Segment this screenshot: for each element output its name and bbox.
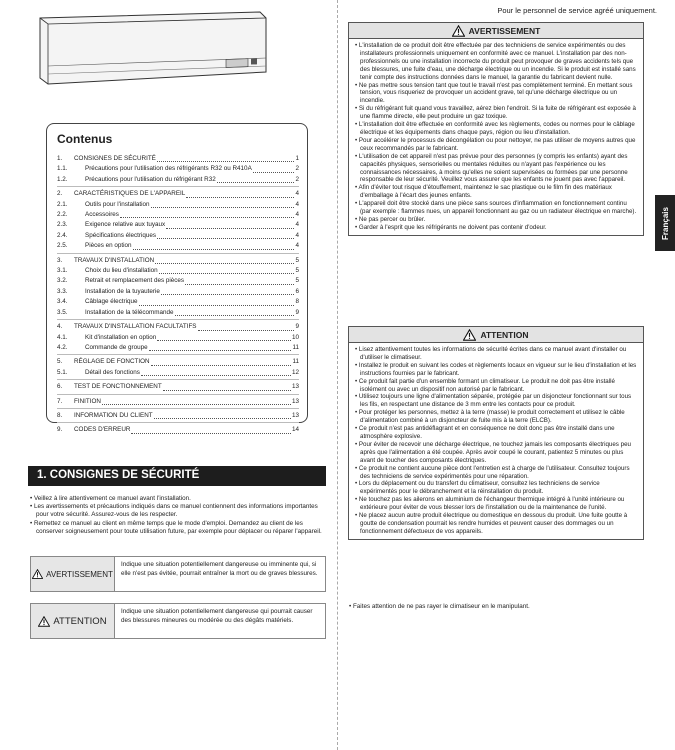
- list-item: • Ce produit ne contient aucune pièce dont l'entretien est à charge de l'utilisateur. Consultez toujours des techniciens de service expérimentés pour une réparation.: [355, 464, 630, 480]
- toc-leader: [139, 305, 295, 306]
- toc-entry: [57, 276, 299, 286]
- toc-entry-page: 2: [295, 165, 299, 173]
- toc-leader: [133, 249, 295, 250]
- toc-leader: [198, 330, 295, 331]
- language-tab: [655, 195, 675, 251]
- toc-entry-label: Installation de la tuyauterie: [85, 287, 160, 295]
- intro-list: [30, 495, 326, 536]
- signal-tag-label: ATTENTION: [53, 615, 107, 627]
- toc-list: [57, 154, 299, 436]
- toc-entry-number: 7.: [57, 397, 63, 405]
- toc-entry-number: 3.2.: [57, 277, 68, 285]
- table-of-contents: [46, 123, 308, 434]
- signal-description: Indique une situation potentiellement dangereuse qui pourrait causer des blessures mineures ou modérée ou des dégâts matériels.: [121, 608, 313, 624]
- warning-box: [348, 22, 644, 236]
- toc-separator: [57, 319, 299, 320]
- toc-entry-page: 9: [295, 323, 299, 331]
- toc-entry-page: 13: [291, 383, 299, 391]
- toc-entry-label: Pièces en option: [85, 242, 132, 250]
- toc-entry-number: 3.3.: [57, 287, 68, 295]
- toc-entry-label: Accessoires: [85, 211, 119, 219]
- toc-entry-label: INFORMATION DU CLIENT: [74, 411, 153, 419]
- toc-entry: [57, 200, 299, 210]
- toc-entry: [57, 357, 299, 367]
- toc-leader: [157, 340, 291, 341]
- toc-entry-number: 1.2.: [57, 175, 68, 183]
- warning-triangle-icon: [452, 25, 465, 37]
- toc-entry-number: 4.2.: [57, 343, 68, 351]
- toc-entry-page: 4: [295, 221, 299, 229]
- toc-separator: [57, 354, 299, 355]
- toc-entry-page: 4: [295, 200, 299, 208]
- toc-entry-number: 8.: [57, 411, 63, 419]
- list-item: • Remettez ce manuel au client en même temps que le mode d'emploi. Demandez au client de les conserver soigneusement pour toute utilisation future, par exemple pour déplacer ou réparer l'appareil.: [30, 519, 322, 535]
- toc-entry-number: 1.1.: [57, 165, 68, 173]
- toc-entry: [57, 368, 299, 378]
- toc-leader: [102, 404, 291, 405]
- toc-entry: [57, 343, 299, 353]
- signal-warning: [30, 556, 326, 592]
- list-item: • Ce produit n'est pas antidéflagrant et en conséquence ne doit donc pas être installé dans une atmosphère explosive.: [355, 425, 615, 440]
- air-conditioner-illustration: [38, 8, 268, 86]
- signal-tag-label: AVERTISSEMENT: [46, 569, 113, 579]
- toc-entry: [57, 231, 299, 241]
- toc-entry-label: Précautions pour l'utilisation des réfrigérants R32 ou R410A: [85, 165, 252, 173]
- list-item: • L'utilisation de cet appareil n'est pas prévue pour des personnes (y compris les enfants) ayant des capacités physiques, sensorielles ou mentales réduites ou n'ayant pas l'expérience ou les connaissances nécessaires, à moins qu'elles ne soient supervisées ou formées par une personne responsable de leur sécurité. Veuillez vous assurer que les enfants ne jouent pas avec l'appareil.: [355, 152, 628, 184]
- warning-triangle-icon: [463, 329, 476, 341]
- list-item: • Pour accélérer le processus de décongélation ou pour nettoyer, ne pas utiliser de moyens autres que ceux recommandés par le fabricant.: [355, 136, 636, 152]
- toc-entry-page: 12: [291, 368, 299, 376]
- toc-entry-number: 2.4.: [57, 231, 68, 239]
- toc-entry-number: 2.2.: [57, 211, 68, 219]
- toc-leader: [217, 182, 295, 183]
- list-item: • Lisez attentivement toutes les informations de sécurité écrites dans ce manuel avant d'installer ou d'utiliser le climatiseur.: [355, 346, 627, 361]
- toc-entry-number: 2.1.: [57, 200, 68, 208]
- toc-entry-page: 8: [295, 298, 299, 306]
- toc-separator: [57, 379, 299, 380]
- toc-separator: [57, 186, 299, 187]
- toc-entry-page: 4: [295, 231, 299, 239]
- list-item: • Afin d'éviter tout risque d'étouffement, maintenez le sac plastique ou le film fin des matériaux d'emballage à l'écart des jeunes enfants.: [355, 184, 612, 200]
- toc-entry: [57, 256, 299, 266]
- toc-entry-page: 5: [295, 267, 299, 275]
- list-item: • Utilisez toujours une ligne d'alimentation séparée, protégée par un disjoncteur fonctionnant sur tous les fils, en respectant une distance de 3 mm entre les contacts pour ce produit.: [355, 393, 632, 409]
- list-item: • Ne placez aucun autre produit électrique ou domestique en dessous du produit. Une fuite goutte à goutte de condensation pourrait les rendre humides et peuvent causer des dommages ou un fonctionnement défectueux de vos appareils.: [355, 512, 628, 535]
- toc-entry-number: 5.: [57, 358, 63, 366]
- toc-leader: [151, 365, 292, 366]
- toc-entry: [57, 333, 299, 343]
- list-item: • Lors du déplacement ou du transfert du climatiseur, consultez les techniciens de service expérimentés pour le débranchement et la réinstallation du produit.: [355, 480, 600, 496]
- toc-entry: [57, 425, 299, 435]
- list-item: • Si du réfrigérant fuit quand vous travaillez, aérez bien l'endroit. Si la fuite de réfrigérant est exposée à une flamme directe, elle peut produire un gaz toxique.: [355, 105, 636, 121]
- toc-leader: [163, 390, 291, 391]
- list-item: • Pour protéger les personnes, mettez à la terre (masse) le produit correctement et utilisez le câble d'alimentation combiné à un disjoncteur de fuite mis à la terre (ELCB).: [355, 409, 625, 425]
- list-item: • Ne pas percer ou brûler.: [355, 215, 426, 223]
- toc-entry-number: 1.: [57, 155, 63, 162]
- toc-separator: [57, 394, 299, 395]
- signal-description: Indique une situation potentiellement dangereuse ou imminente qui, si elle n'est pas évitée, pourrait entraîner la mort ou de graves blessures.: [121, 561, 318, 577]
- caution-list: [349, 343, 643, 539]
- toc-entry-label: CODES D'ERREUR: [74, 426, 131, 434]
- toc-entry-number: 3.1.: [57, 267, 68, 275]
- caution-box-title: ATTENTION: [480, 329, 529, 340]
- toc-entry-label: Détail des fonctions: [85, 368, 140, 376]
- list-item: • Les avertissements et précautions indiqués dans ce manuel contiennent des informations importantes pour votre sécurité. Assurez-vous de les respecter.: [30, 503, 318, 519]
- warning-box-header: [349, 23, 643, 39]
- caution-box: [348, 326, 644, 540]
- toc-entry-label: Spécifications électriques: [85, 231, 157, 239]
- toc-entry-label: Outils pour l'installation: [85, 200, 150, 208]
- toc-entry-label: CONSIGNES DE SÉCURITÉ: [74, 155, 156, 162]
- toc-entry: [57, 382, 299, 392]
- list-item: • Ne touchez pas les ailerons en aluminium de l'échangeur thermique intégré à l'unité intérieure ou extérieure pour éviter de vous blesser lors de l'installation ou de la maintenance de l'unité.: [355, 496, 625, 512]
- warning-list: [349, 39, 643, 235]
- toc-entry-page: 4: [295, 190, 299, 198]
- toc-entry-label: Précautions pour l'utilisation du réfrigérant R32: [85, 175, 216, 183]
- toc-entry-page: 4: [295, 242, 299, 250]
- toc-entry: [57, 189, 299, 199]
- toc-entry-label: Câblage électrique: [85, 298, 138, 306]
- toc-entry-page: 2: [295, 175, 299, 183]
- toc-entry-label: Choix du lieu d'installation: [85, 267, 158, 275]
- toc-separator: [57, 422, 299, 423]
- signal-tag: [31, 604, 115, 638]
- toc-title: Contenus: [57, 132, 113, 146]
- toc-leader: [151, 207, 295, 208]
- toc-entry: [57, 241, 299, 251]
- list-item: • Installez le produit en suivant les codes et règlements locaux en vigueur sur le lieu d'installation et les instructions fournies par le fabricant.: [355, 361, 637, 377]
- header-note: Pour le personnel de service agréé uniquement.: [497, 6, 657, 15]
- toc-entry: [57, 308, 299, 318]
- warning-triangle-icon: [38, 616, 50, 627]
- toc-entry-page: 6: [295, 287, 299, 295]
- toc-entry-page: 5: [295, 277, 299, 285]
- toc-entry: [57, 210, 299, 220]
- list-item: • L'installation de ce produit doit être effectuée par des techniciens de service expérimentés ou des installateurs professionnels uniquement en conformité avec ce manuel. L'installation par des non-professionnels ou une installation incorrecte du produit peut provoquer de graves accidents tels que des blessures, une fuite d'eau, une décharge électrique ou un incendie. Si le produit est installé sans tenir compte des instructions données dans le manuel, la garantie du fabricant devient nulle.: [355, 42, 636, 81]
- toc-entry: [57, 175, 299, 185]
- caution-box-header: [349, 327, 643, 343]
- toc-separator: [57, 253, 299, 254]
- toc-entry-number: 3.4.: [57, 298, 68, 306]
- list-item: • Ne pas mettre sous tension tant que tout le travail n'est pas complètement terminé. En mettant sous tension, vous risqueriez de provoquer un accident grave, tel qu'une décharge électrique ou un incendie.: [355, 81, 633, 105]
- toc-leader: [149, 350, 292, 351]
- toc-entry-number: 2.5.: [57, 242, 68, 250]
- toc-leader: [141, 375, 291, 376]
- list-item: • L'appareil doit être stocké dans une pièce sans sources d'inflammation en fonctionnement continu (par exemple : flammes nues, un appareil fonctionnant au gaz ou un radiateur électrique en marche).: [355, 200, 637, 216]
- toc-entry-page: 10: [291, 333, 299, 341]
- toc-leader: [120, 217, 295, 218]
- toc-entry-number: 5.1.: [57, 368, 68, 376]
- toc-entry-page: 11: [292, 358, 299, 366]
- toc-entry-label: Exigence relative aux tuyaux: [85, 221, 166, 229]
- list-item: • Ce produit fait partie d'un ensemble formant un climatiseur. Le produit ne doit pas être installé isolément ou avec un dispositif non autorisé par le fabricant.: [355, 377, 615, 393]
- toc-entry: [57, 220, 299, 230]
- list-item: • Veillez à lire attentivement ce manuel avant l'installation.: [30, 495, 191, 502]
- toc-entry-label: TRAVAUX D'INSTALLATION: [74, 256, 155, 264]
- toc-entry-number: 4.1.: [57, 333, 68, 341]
- toc-entry: [57, 164, 299, 174]
- toc-entry-label: Kit d'installation en option: [85, 333, 157, 341]
- toc-entry-label: TEST DE FONCTIONNEMENT: [74, 383, 162, 391]
- toc-entry-label: TRAVAUX D'INSTALLATION FACULTATIFS: [74, 323, 197, 331]
- signal-caution: [30, 603, 326, 639]
- toc-leader: [154, 418, 291, 419]
- section-heading: 1. CONSIGNES DE SÉCURITÉ: [28, 466, 326, 486]
- toc-entry: [57, 322, 299, 332]
- toc-entry-label: RÉGLAGE DE FONCTION: [74, 358, 150, 366]
- toc-leader: [186, 197, 294, 198]
- toc-entry-number: 3.5.: [57, 308, 68, 316]
- toc-entry-number: 9.: [57, 426, 63, 434]
- toc-separator: [57, 408, 299, 409]
- language-tab-label: Français: [660, 206, 670, 240]
- toc-leader: [161, 294, 295, 295]
- signal-tag: [31, 557, 115, 591]
- toc-entry-label: Installation de la télécommande: [85, 308, 174, 316]
- toc-entry-label: Commande de groupe: [85, 343, 148, 351]
- toc-entry-label: FINITION: [74, 397, 101, 405]
- toc-entry-page: 4: [295, 211, 299, 219]
- list-item: • L'installation doit être effectuée en conformité avec les règlements, codes ou normes pour le câblage électrique et les équipements dans chaque pays, région ou lieu d'installation.: [355, 121, 635, 136]
- column-divider: [337, 0, 338, 750]
- toc-entry: [57, 287, 299, 297]
- toc-entry-page: 11: [292, 343, 299, 351]
- toc-entry-page: 1: [295, 155, 299, 162]
- toc-entry-page: 5: [295, 256, 299, 264]
- warning-box-title: AVERTISSEMENT: [468, 25, 541, 36]
- toc-leader: [131, 433, 291, 434]
- toc-entry: [57, 411, 299, 421]
- toc-entry: [57, 154, 299, 164]
- toc-entry-page: 13: [291, 411, 299, 419]
- toc-entry-number: 4.: [57, 323, 63, 331]
- toc-leader: [185, 284, 294, 285]
- final-note: • Faites attention de ne pas rayer le climatiseur en le manipulant.: [349, 603, 530, 610]
- toc-entry-number: 2.3.: [57, 221, 68, 229]
- toc-leader: [157, 161, 295, 162]
- list-item: • Pour éviter de recevoir une décharge électrique, ne touchez jamais les composants électriques peu après que l'alimentation a été coupée. Après avoir coupé le courant, patientez 5 minutes ou plus avant de toucher des composants électriques.: [355, 440, 631, 464]
- toc-entry-page: 13: [291, 397, 299, 405]
- toc-leader: [166, 228, 294, 229]
- toc-entry-page: 14: [291, 426, 299, 434]
- warning-triangle-icon: [32, 569, 43, 579]
- toc-entry-number: 2.: [57, 190, 63, 198]
- toc-leader: [157, 238, 294, 239]
- toc-entry-number: 3.: [57, 256, 63, 264]
- list-item: • Garder à l'esprit que les réfrigérants ne doivent pas contenir d'odeur.: [355, 223, 547, 231]
- toc-entry: [57, 266, 299, 276]
- toc-leader: [253, 172, 295, 173]
- toc-entry: [57, 297, 299, 307]
- toc-entry-label: CARACTÉRISTIQUES DE L'APPAREIL: [74, 190, 186, 198]
- toc-entry-label: Retrait et remplacement des pièces: [85, 277, 185, 285]
- toc-leader: [175, 315, 295, 316]
- toc-leader: [159, 273, 295, 274]
- toc-entry-number: 6.: [57, 383, 63, 391]
- toc-entry-page: 9: [295, 308, 299, 316]
- toc-entry: [57, 397, 299, 407]
- toc-leader: [155, 263, 294, 264]
